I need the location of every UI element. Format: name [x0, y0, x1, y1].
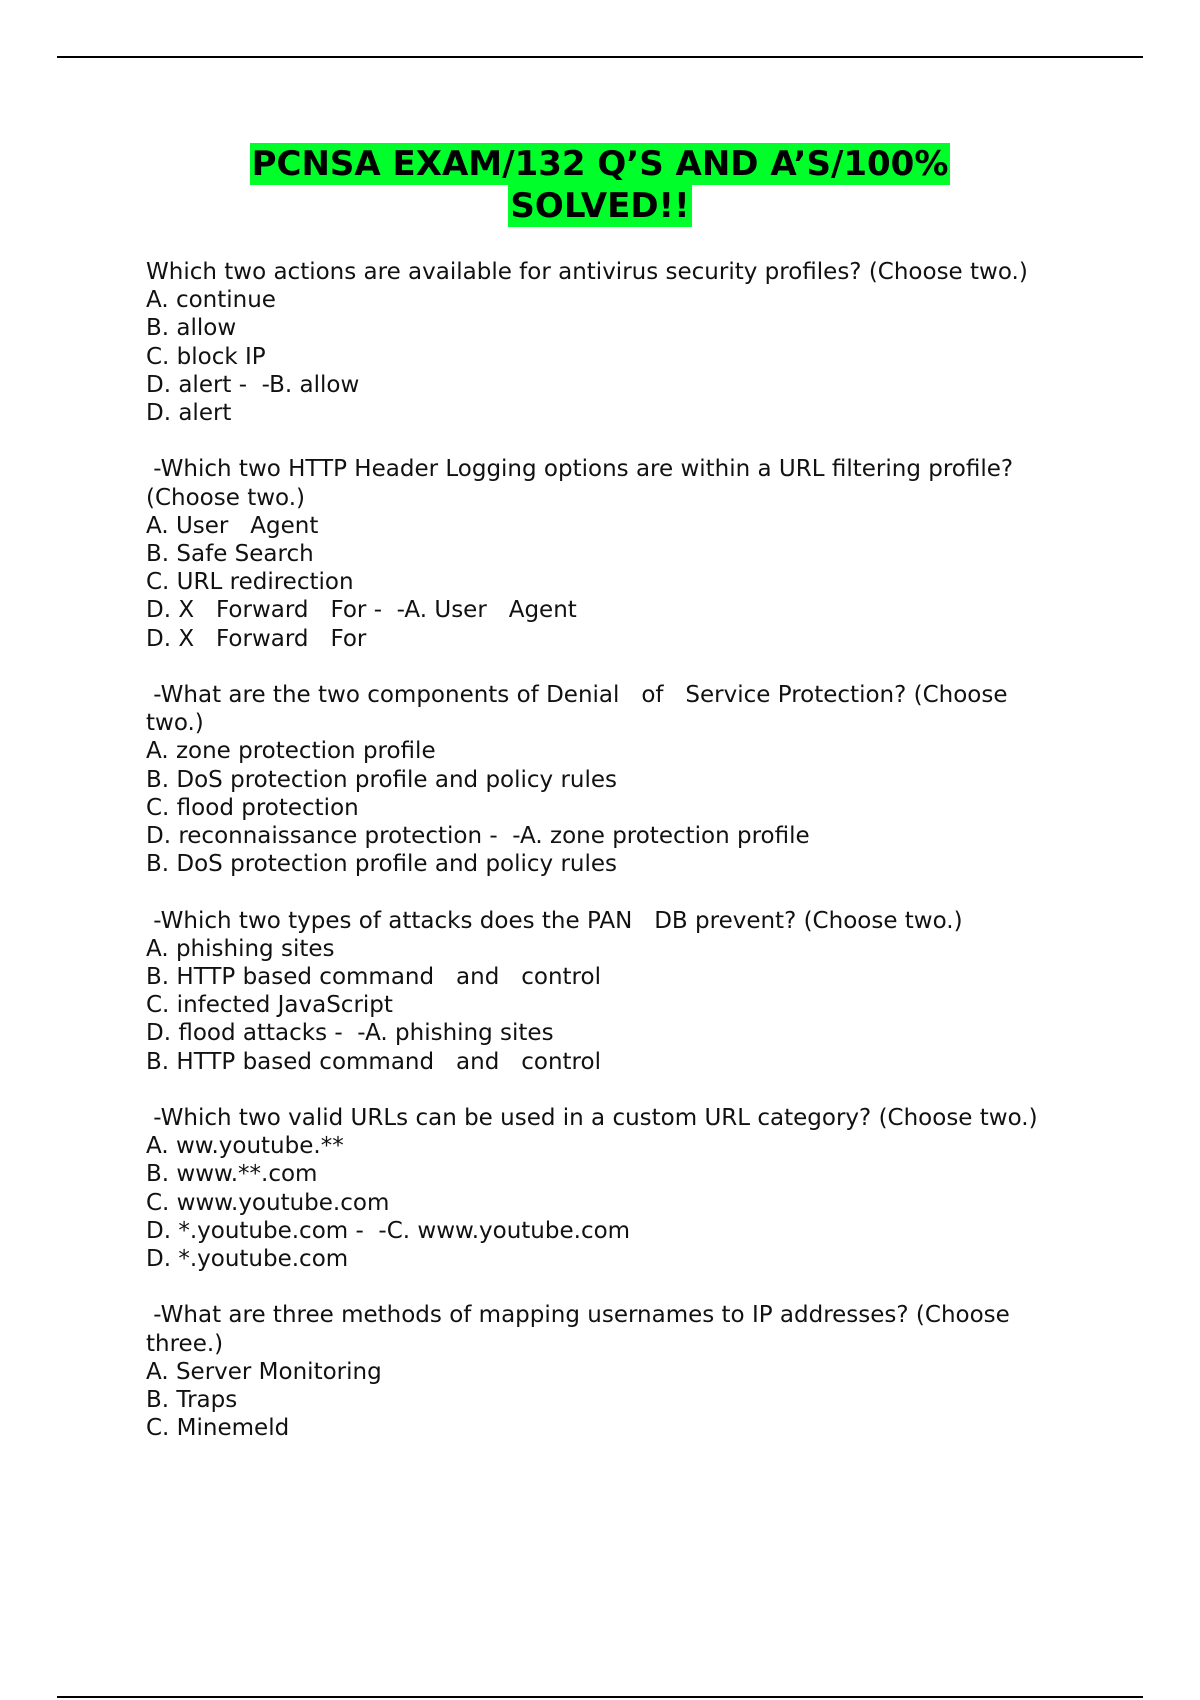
- answer-line: D. reconnaissance protection - -A. zone protection profile: [146, 823, 810, 850]
- answer-line: D. X Forward For: [146, 625, 367, 652]
- answer-line: B. HTTP based command and control: [146, 964, 601, 991]
- header-rule: [57, 56, 1143, 58]
- answer-line: (Choose two.): [146, 484, 305, 511]
- question-block: [146, 1301, 1106, 1442]
- title-line-2: SOLVED!!: [510, 186, 690, 226]
- question-block: [146, 681, 1106, 878]
- answer-line: B. Traps: [146, 1387, 238, 1414]
- answer-line: D. *.youtube.com: [146, 1246, 349, 1273]
- answer-line: B. DoS protection profile and policy rules: [146, 851, 618, 878]
- answer-line: A. ww.youtube.**: [146, 1133, 344, 1160]
- question-block: [146, 258, 1106, 427]
- answer-line: A. User Agent: [146, 512, 319, 539]
- question-text: -What are three methods of mapping usernames to IP addresses? (Choose: [146, 1302, 1010, 1329]
- answer-line: A. zone protection profile: [146, 738, 436, 765]
- question-list: [146, 258, 1106, 1471]
- question-block: [146, 907, 1106, 1076]
- answer-line: C. www.youtube.com: [146, 1189, 390, 1216]
- question-text: Which two actions are available for antivirus security profiles? (Choose two.): [146, 259, 1028, 285]
- answer-line: B. HTTP based command and control: [146, 1048, 601, 1075]
- answer-line: C. URL redirection: [146, 569, 354, 596]
- question-block: [146, 1104, 1106, 1273]
- answer-line: two.): [146, 710, 204, 737]
- question-text: -Which two types of attacks does the PAN DB prevent? (Choose two.): [146, 907, 963, 934]
- answer-line: B. www.**.com: [146, 1161, 318, 1188]
- answer-line: D. X Forward For - -A. User Agent: [146, 597, 577, 624]
- question-text: -Which two valid URLs can be used in a custom URL category? (Choose two.): [146, 1105, 1038, 1132]
- answer-line: B. DoS protection profile and policy rules: [146, 766, 618, 793]
- answer-line: three.): [146, 1330, 224, 1357]
- page-title: [0, 143, 1200, 227]
- title-line-1: PCNSA EXAM/132 Q’S AND A’S/100%: [251, 144, 949, 184]
- answer-line: D. alert: [146, 400, 232, 427]
- question-text: -What are the two components of Denial of Service Protection? (Choose: [146, 682, 1008, 709]
- answer-line: D. alert - -B. allow: [146, 371, 360, 398]
- answer-line: A. Server Monitoring: [146, 1358, 382, 1385]
- answer-line: C. infected JavaScript: [146, 992, 393, 1019]
- answer-line: A. continue: [146, 287, 276, 314]
- answer-line: D. flood attacks - -A. phishing sites: [146, 1020, 554, 1047]
- answer-line: C. Minemeld: [146, 1415, 290, 1442]
- answer-line: D. *.youtube.com - -C. www.youtube.com: [146, 1217, 631, 1244]
- answer-line: C. block IP: [146, 343, 266, 370]
- question-block: [146, 455, 1106, 652]
- footer-rule: [57, 1696, 1143, 1698]
- question-text: -Which two HTTP Header Logging options are within a URL filtering profile?: [146, 456, 1014, 483]
- answer-line: A. phishing sites: [146, 935, 335, 962]
- answer-line: B. allow: [146, 315, 237, 342]
- answer-line: B. Safe Search: [146, 541, 314, 568]
- answer-line: C. flood protection: [146, 794, 359, 821]
